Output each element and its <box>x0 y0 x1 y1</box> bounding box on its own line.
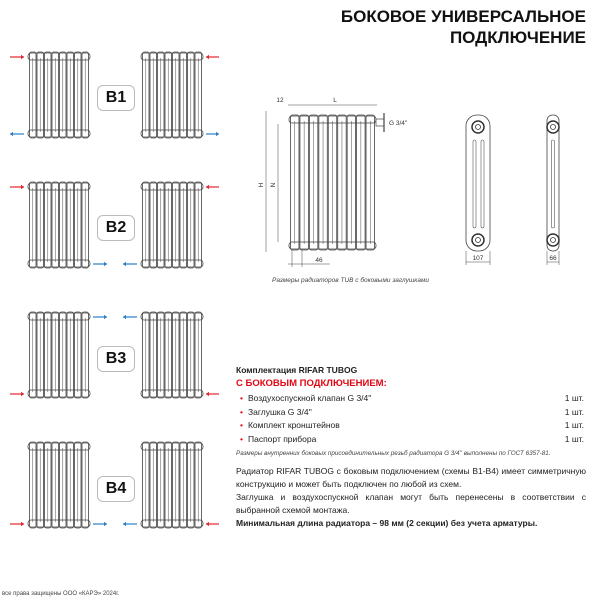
thread-label: G 3/4'' <box>389 120 408 127</box>
connection-port-icon <box>472 121 484 133</box>
description <box>236 465 586 530</box>
kit-item-qty: 1 шт. <box>564 433 584 444</box>
return-arrow-head <box>104 262 107 266</box>
description-p2: Заглушка и воздухоспускной клапан могут быть перенесены в соответствии с выбранной схемой монтажа. <box>236 492 586 515</box>
radiator-icon <box>141 182 203 268</box>
supply-arrow-head <box>21 185 24 189</box>
supply-arrow-head <box>21 522 24 526</box>
connection-port-icon <box>547 234 559 246</box>
return-arrow-head <box>104 315 107 319</box>
kit-item <box>236 419 584 433</box>
kit-item-qty: 1 шт. <box>564 393 584 403</box>
scheme-label-b2: B2 <box>97 215 135 241</box>
kit-item <box>236 433 584 447</box>
kit-item-qty: 1 шт. <box>564 406 584 417</box>
kit-item <box>236 392 584 406</box>
return-arrow-head <box>123 315 126 319</box>
connection-port-icon <box>547 121 559 133</box>
radiator-icon <box>28 442 90 528</box>
description-p3: Минимальная длина радиатора – 98 мм (2 секции) без учета арматуры. <box>236 518 538 528</box>
bullet-icon: • <box>240 406 243 417</box>
scheme-label-b1: B1 <box>97 85 135 111</box>
supply-arrow-head <box>21 392 24 396</box>
kit-note: Размеры внутренних боковых присоединительных резьб радиатора G 3/4'' выполнены по ГОСТ 6357-81. <box>236 450 551 457</box>
side-view-2-column <box>547 115 559 251</box>
supply-arrow-head <box>206 185 209 189</box>
radiator-icon <box>28 182 90 268</box>
radiator-icon <box>28 312 90 398</box>
kit-item-name: Комплект кронштейнов <box>247 420 340 430</box>
kit-item-qty: 1 шт. <box>564 420 584 430</box>
supply-arrow-head <box>21 55 24 59</box>
kit-item-name: Заглушка G 3/4'' <box>247 406 312 417</box>
connection-port-icon <box>472 234 484 246</box>
kit-subheading: С БОКОВЫМ ПОДКЛЮЧЕНИЕМ: <box>236 378 387 389</box>
copyright: все права защищены ООО «КАРЭ» 2024г. <box>2 591 120 597</box>
connection-nipple <box>376 119 384 126</box>
description-p1: Радиатор RIFAR TUBOG с боковым подключением (схемы B1-B4) имеет симметричную конструкцию и может быть подключен по любой из схем. <box>236 466 586 489</box>
dim-n-label: N <box>270 182 277 188</box>
drawing-caption: Размеры радиаторов TUB с боковыми заглушками <box>272 277 430 284</box>
dim-label: 107 <box>472 255 484 262</box>
return-arrow-head <box>123 522 126 526</box>
return-arrow-head <box>123 262 126 266</box>
return-arrow-head <box>104 522 107 526</box>
return-arrow-head <box>10 132 13 136</box>
scheme-label-b3: B3 <box>97 346 135 372</box>
dim-l-label: L <box>333 97 337 104</box>
side-view-3-column <box>466 115 490 251</box>
radiator-icon <box>141 52 203 138</box>
scheme-label-b4: B4 <box>97 476 135 502</box>
kit-list <box>236 365 584 457</box>
dim-12-label: 12 <box>276 97 284 104</box>
radiator-icon <box>141 312 203 398</box>
return-arrow-head <box>216 132 219 136</box>
kit-item <box>236 406 584 420</box>
dim-label: 66 <box>549 255 557 262</box>
kit-heading: Комплектация RIFAR TUBOG <box>236 365 358 375</box>
radiator-icon <box>289 115 376 250</box>
bullet-icon: • <box>240 393 243 403</box>
radiator-icon <box>141 442 203 528</box>
radiator-icon <box>28 52 90 138</box>
supply-arrow-head <box>206 522 209 526</box>
kit-item-name: Воздухоспускной клапан G 3/4'' <box>247 393 372 403</box>
supply-arrow-head <box>206 392 209 396</box>
kit-item-name: Паспорт прибора <box>247 433 317 444</box>
dim-46-label: 46 <box>315 257 323 264</box>
bullet-icon: • <box>240 433 243 444</box>
title-line-1: БОКОВОЕ УНИВЕРСАЛЬНОЕ <box>340 7 586 26</box>
title-line-2: ПОДКЛЮЧЕНИЕ <box>449 28 586 47</box>
supply-arrow-head <box>206 55 209 59</box>
dim-h-label: H <box>258 182 265 188</box>
bullet-icon: • <box>240 420 243 430</box>
